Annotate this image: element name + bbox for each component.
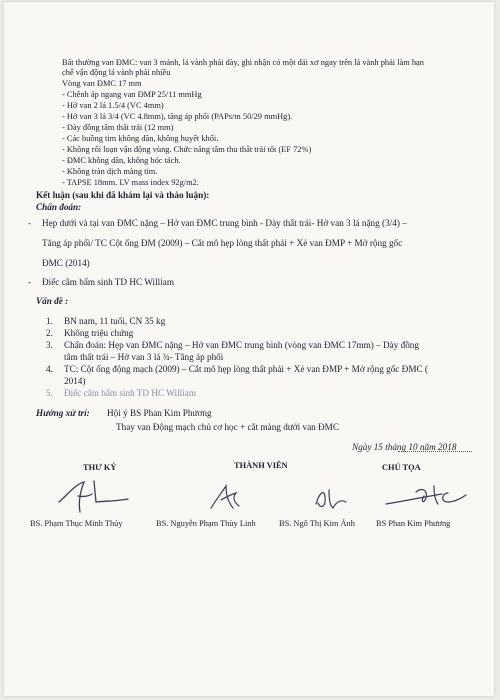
issue-number: 4.: [46, 364, 53, 374]
date-year: 2018: [438, 442, 457, 452]
exam-line: - Không tràn dịch màng tim.: [62, 167, 158, 176]
signature-member-1: [204, 478, 254, 514]
bullet-marker: -: [28, 218, 32, 228]
issue-text: 2014): [64, 376, 86, 386]
exam-line: Bất thường van ĐMC: van 3 mảnh, lá vành phải dày, ghi nhận có một dải xơ ngay trên lá vành phải làm hạn: [62, 58, 424, 67]
exam-line: - TAPSE 18mm. LV mass index 92g/m2.: [62, 178, 199, 187]
exam-line: - Dày đồng tâm thất trái (12 mm): [62, 123, 174, 132]
issue-number: 1.: [46, 316, 53, 326]
issue-text: BN nam, 11 tuổi, CN 35 kg: [64, 316, 166, 326]
issue-text: tâm thất trái – Hở van 3 lá ¾- Tăng áp phổi: [64, 352, 224, 362]
role-chair: CHỦ TỌA: [382, 463, 421, 472]
bullet-marker: -: [28, 277, 32, 287]
issue-number: 3.: [46, 340, 53, 350]
issues-heading: Vấn đề :: [36, 296, 69, 306]
date-prefix: Ngày: [352, 442, 372, 452]
signature-member-2: [308, 480, 358, 514]
issue-text: Điếc câm bẩm sinh TD HC William: [64, 388, 196, 398]
issue-text: TC: Cột ống động mạch (2009) – Cắt mô hẹp lòng thất phải + Xẻ van ĐMP + Mở rộng gốc ĐMC (: [64, 364, 428, 374]
date-day: 15: [373, 442, 383, 452]
diagnosis-line: Tăng áp phổi/ TC Cột ống ĐM (2009) – Cắt mô hẹp lòng thất phải + Xẻ van ĐMP + Mở rộng gốc: [42, 238, 403, 248]
signer-name: BS Phan Kim Phương: [376, 519, 451, 528]
date-underline: [398, 451, 472, 452]
date-month-label: tháng: [385, 442, 407, 452]
treatment-label: Hướng xử trí:: [36, 408, 90, 418]
exam-line: chế vận động lá vành phải nhiều: [62, 68, 171, 77]
diagnosis-line: Điếc câm bẩm sinh TD HC William: [42, 277, 174, 287]
diagnosis-line: ĐMC (2014): [42, 258, 90, 268]
date-month: 10: [408, 442, 418, 452]
document-page: [4, 2, 494, 696]
issue-number: 2.: [46, 328, 53, 338]
treatment-consult: Hội ý BS Phan Kim Phương: [107, 408, 212, 418]
diagnosis-line: Hẹp dưới và tại van ĐMC nặng – Hở van ĐMC trung bình - Dày thất trái- Hở van 3 lá nặng (3/4) –: [42, 218, 407, 228]
role-secretary: THƯ KÝ: [83, 463, 117, 472]
conclusion-heading: Kết luận (sau khi đã khám lại và thảo luận):: [36, 190, 210, 200]
exam-line: - Hở van 2 lá 1.5/4 (VC 4mm): [62, 101, 164, 110]
signer-name: BS. Ngô Thị Kim Ánh: [279, 519, 355, 528]
issue-text: Chẩn đoán: Hẹp van ĐMC nặng – Hở van ĐMC trung bình (vòng van ĐMC 17mm) – Dày đồng: [64, 340, 419, 350]
exam-line: - Các buồng tim không dãn, không huyết khối.: [62, 134, 219, 143]
issue-number: 5.: [46, 388, 53, 398]
exam-line: - Không rối loạn vận động vùng. Chức năng tâm thu thất trái tốt (EF 72%): [62, 145, 312, 154]
exam-line: - Chênh áp ngang van ĐMP 25/11 mmHg: [62, 90, 202, 99]
issue-text: Không triệu chứng: [64, 328, 134, 338]
signer-name: BS. Phạm Thục Minh Thủy: [30, 519, 123, 528]
diagnosis-heading: Chẩn đoán:: [36, 202, 82, 212]
exam-line: - Hở van 3 lá 3/4 (VC 4.8mm), tăng áp phổi (PAPs/m 50/29 mmHg).: [62, 112, 293, 121]
role-member: THÀNH VIÊN: [234, 461, 288, 470]
exam-line: - ĐMC không dãn, không bóc tách.: [62, 156, 181, 165]
signer-name: BS. Nguyễn Phạm Thùy Linh: [156, 519, 256, 528]
signature-secretary: [54, 472, 134, 517]
signature-chair: [382, 478, 477, 514]
date-year-label: năm: [419, 442, 436, 452]
treatment-plan: Thay van Động mạch chủ cơ học + cắt màng dưới van ĐMC: [116, 422, 339, 432]
exam-line: Vòng van ĐMC 17 mm: [62, 79, 142, 88]
